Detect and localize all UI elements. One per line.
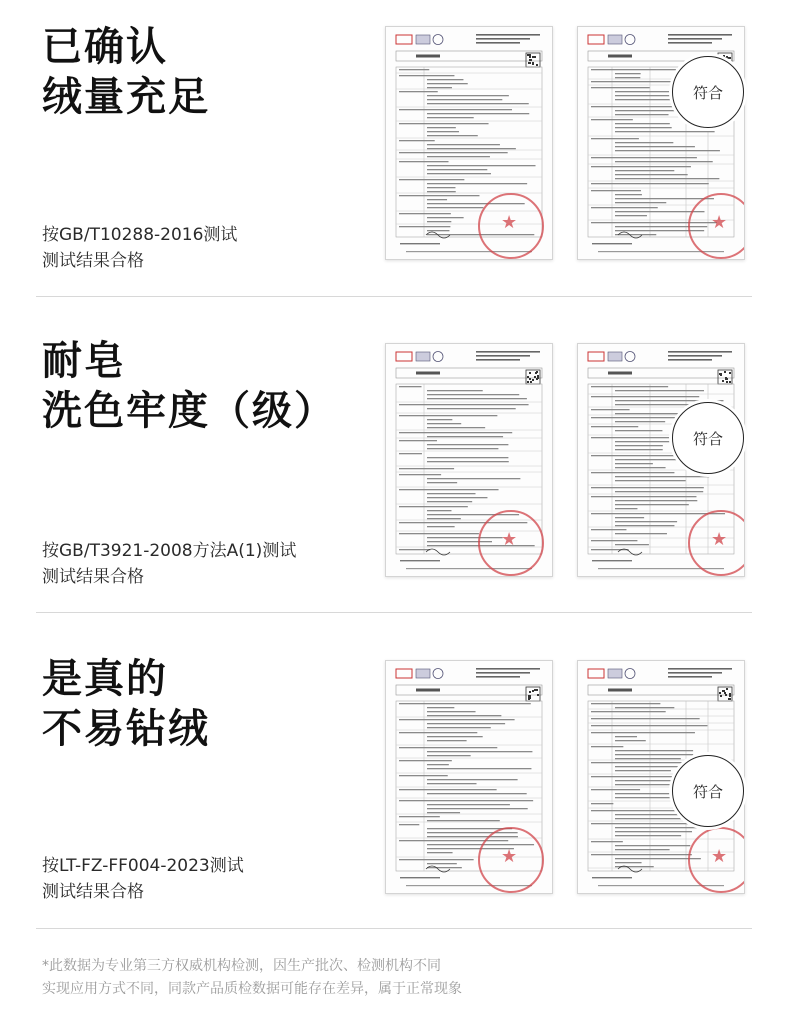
standard-line-2: 测试结果合格 bbox=[42, 882, 144, 902]
standard-line-1: 按LT-FZ-FF004-2023测试 bbox=[42, 856, 244, 876]
test-standard bbox=[42, 222, 237, 274]
pass-seal-circle: 符合 bbox=[672, 402, 744, 474]
standard-line-1: 按GB/T10288-2016测试 bbox=[42, 225, 238, 245]
footnote-line-2: 实现应用方式不同，同款产品质检数据可能存在差异，属于正常现象 bbox=[42, 981, 462, 997]
red-seal-stamp bbox=[688, 193, 745, 259]
section-headline bbox=[42, 22, 210, 122]
test-standard bbox=[42, 538, 296, 590]
red-seal-stamp bbox=[478, 193, 544, 259]
section-divider bbox=[36, 296, 752, 297]
test-report-page-1 bbox=[385, 26, 553, 260]
standard-line-2: 测试结果合格 bbox=[42, 567, 144, 587]
footnote-line-1: *此数据为专业第三方权威机构检测，因生产批次、检测机构不同 bbox=[42, 958, 441, 974]
red-seal-stamp bbox=[688, 827, 745, 893]
red-seal-stamp bbox=[478, 510, 544, 576]
test-standard bbox=[42, 853, 244, 905]
standard-line-2: 测试结果合格 bbox=[42, 251, 144, 271]
test-report-page-1 bbox=[385, 660, 553, 894]
headline-line-2: 不易钻绒 bbox=[42, 706, 210, 752]
red-seal-stamp bbox=[478, 827, 544, 893]
section-headline bbox=[42, 654, 210, 754]
pass-seal-circle: 符合 bbox=[672, 56, 744, 128]
headline-line-1: 耐皂 bbox=[42, 338, 126, 384]
section-headline bbox=[42, 336, 336, 436]
pass-seal-circle: 符合 bbox=[672, 755, 744, 827]
headline-line-2: 洗色牢度（级） bbox=[42, 388, 336, 434]
headline-line-1: 已确认 bbox=[42, 24, 168, 70]
headline-line-2: 绒量充足 bbox=[42, 74, 210, 120]
section-divider bbox=[36, 612, 752, 613]
red-seal-stamp bbox=[688, 510, 745, 576]
disclaimer-footnote bbox=[42, 955, 462, 1001]
headline-line-1: 是真的 bbox=[42, 656, 168, 702]
standard-line-1: 按GB/T3921-2008方法A(1)测试 bbox=[42, 541, 297, 561]
test-report-page-1 bbox=[385, 343, 553, 577]
section-divider bbox=[36, 928, 752, 929]
